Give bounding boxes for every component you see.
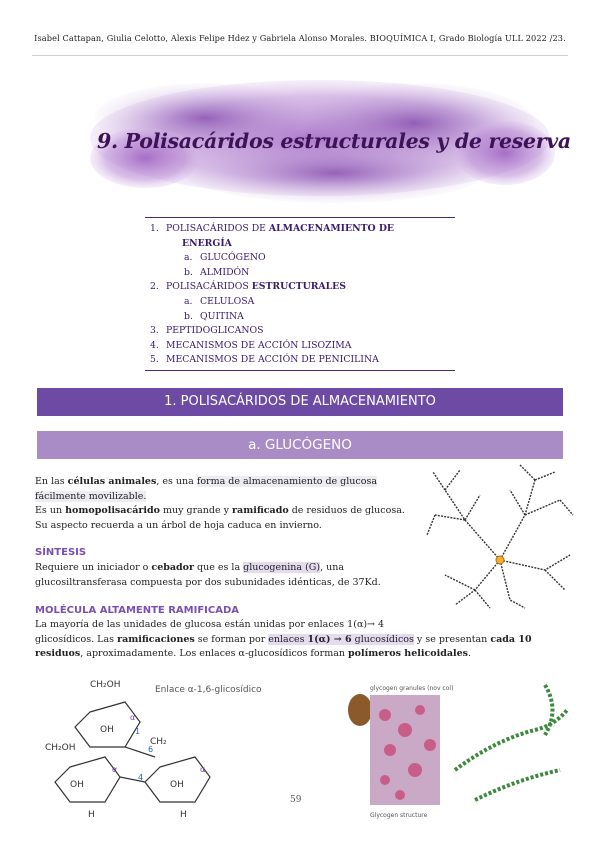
number-1-label: 1 — [135, 727, 141, 736]
toc-item-1: 1. POLISACÁRIDOS DE ALMACENAMIENTO DE — [150, 223, 394, 234]
header-rule — [32, 55, 568, 56]
toc-item-1a: a. GLUCÓGENO — [184, 252, 266, 264]
granule-caption-top: glycogen granules (nov col) — [370, 685, 454, 692]
ch2oh-label-2: CH₂OH — [45, 743, 76, 753]
sintesis-heading: SÍNTESIS — [35, 547, 87, 558]
alpha-label-3: α — [200, 765, 206, 774]
alpha-label-1: α — [130, 713, 136, 722]
toc-item-3: 3. PEPTIDOGLICANOS — [150, 325, 264, 337]
toc-item-1-wrap: ENERGÍA — [182, 237, 232, 249]
toc-item-2: 2. POLISACÁRIDOS ESTRUCTURALES — [150, 281, 346, 293]
toc-item-1b: b. ALMIDÓN — [184, 266, 250, 278]
enlace-label: Enlace α-1,6-glicosídico — [155, 685, 262, 695]
oh-label-3: OH — [170, 780, 184, 790]
sintesis-paragraph: Requiere un iniciador o cebador que es la glucogenina (G), una glucosiltransferasa compuesta por dos subunidades idénticas, de 37Kd. — [35, 562, 381, 588]
page-number: 59 — [290, 795, 302, 805]
number-6-label: 6 — [148, 745, 154, 754]
toc-item-4: 4. MECANISMOS DE ACCIÓN LISOZIMA — [150, 339, 352, 351]
oh-label-2: OH — [70, 780, 84, 790]
oh-label-1: OH — [100, 725, 114, 735]
intro-paragraph: En las células animales, es una forma de almacenamiento de glucosa fácilmente movilizable. Es un homopolisacárido muy grande y ramificado de residuos de glucosa. Su aspecto recuerda a un árbol de hoja caduca en invierno. — [35, 476, 405, 531]
granule-caption-bottom: Glycogen structure — [370, 812, 428, 819]
toc-item-2a: a. CELULOSA — [184, 295, 255, 307]
h-label-1: H — [88, 810, 95, 820]
molecula-paragraph: La mayoría de las unidades de glucosa están unidas por enlaces 1(α)→ 4 glicosídicos. Las ramificaciones se forman por enlaces 1(α) → 6 glucosídicos y se presentan cada 10 residuos, aproximadamente. Los enlaces α-glucosídicos forman polímeros helicoidales. — [35, 619, 532, 659]
glycogen-granule-illustration — [345, 680, 570, 820]
toc-top-rule — [145, 217, 455, 218]
toc-item-5: 5. MECANISMOS DE ACCIÓN DE PENICILINA — [150, 354, 379, 366]
table-of-contents — [150, 222, 450, 368]
ch2oh-label-1: CH₂OH — [90, 680, 121, 690]
glycogen-tree-diagram — [425, 460, 575, 610]
glucose-structure-diagram — [30, 672, 280, 822]
ch2-label: CH₂ — [150, 737, 167, 747]
header-text: Isabel Cattapan, Giulia Celotto, Alexis Felipe Hdez y Gabriela Alonso Morales. BIOQUÍMICA I, Grado Biología ULL 2022 /23. — [34, 33, 566, 43]
section-heading-1a: a. GLUCÓGENO — [37, 431, 563, 459]
h-label-2: H — [180, 810, 187, 820]
section-heading-1: 1. POLISACÁRIDOS DE ALMACENAMIENTO — [37, 388, 563, 416]
page-title: 9. Polisacáridos estructurales y de reserva — [97, 129, 571, 153]
toc-bottom-rule — [145, 370, 455, 371]
toc-item-2b: b. QUITINA — [184, 310, 244, 322]
molecula-heading: MOLÉCULA ALTAMENTE RAMIFICADA — [35, 605, 240, 616]
alpha-label-2: α — [112, 765, 118, 774]
number-4-label: 4 — [138, 773, 144, 782]
